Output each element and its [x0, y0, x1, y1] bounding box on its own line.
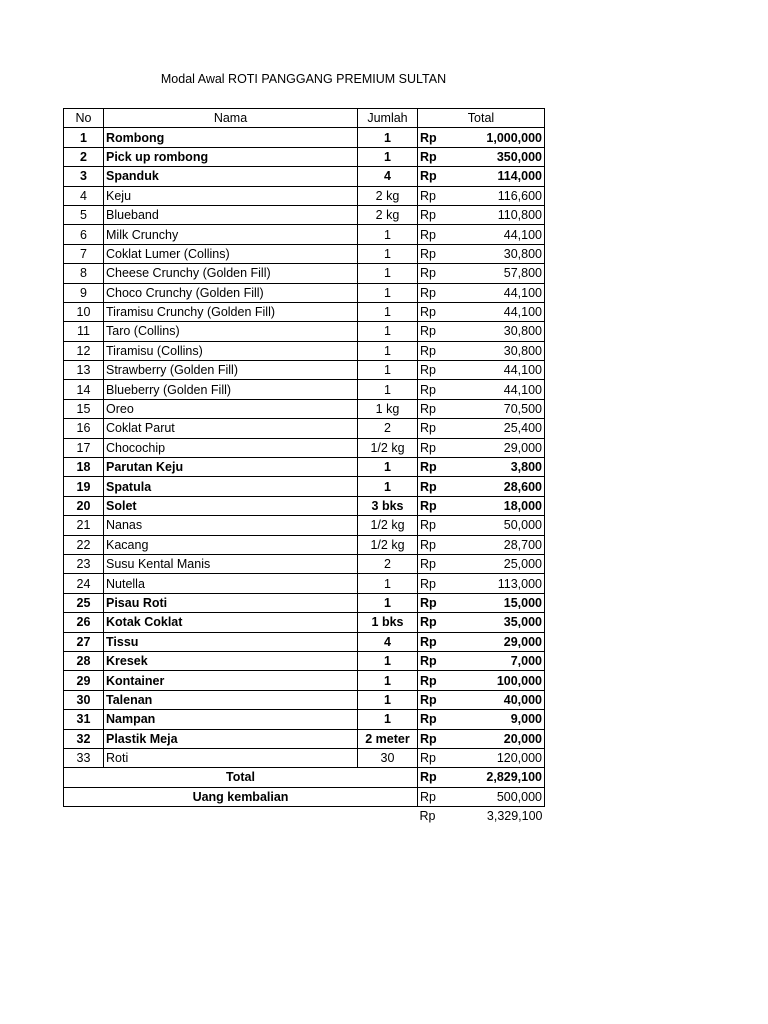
item-quantity: 1 — [358, 128, 418, 147]
item-quantity: 1 — [358, 264, 418, 283]
table-row — [64, 380, 545, 399]
table-row — [64, 264, 545, 283]
item-total: 1,000,000 — [458, 128, 545, 147]
item-currency: Rp — [418, 651, 458, 670]
item-quantity: 1 — [358, 651, 418, 670]
row-number: 13 — [64, 361, 104, 380]
table-row — [64, 186, 545, 205]
item-total: 29,000 — [458, 438, 545, 457]
item-total: 35,000 — [458, 613, 545, 632]
grand-total-value: 3,329,100 — [486, 809, 543, 824]
item-name: Susu Kental Manis — [104, 554, 358, 573]
item-currency: Rp — [418, 225, 458, 244]
item-total: 28,700 — [458, 535, 545, 554]
table-row — [64, 244, 545, 263]
item-quantity: 1 — [358, 593, 418, 612]
item-currency: Rp — [418, 458, 458, 477]
item-name: Nampan — [104, 710, 358, 729]
table-row — [64, 361, 545, 380]
table-row — [64, 458, 545, 477]
kembalian-label: Uang kembalian — [64, 787, 418, 806]
item-name: Coklat Parut — [104, 419, 358, 438]
item-quantity: 2 — [358, 554, 418, 573]
item-total: 28,600 — [458, 477, 545, 496]
item-name: Keju — [104, 186, 358, 205]
table-row — [64, 205, 545, 224]
item-total: 9,000 — [458, 710, 545, 729]
table-row — [64, 535, 545, 554]
item-name: Tiramisu Crunchy (Golden Fill) — [104, 302, 358, 321]
row-number: 30 — [64, 690, 104, 709]
item-currency: Rp — [418, 671, 458, 690]
item-total: 30,800 — [458, 341, 545, 360]
item-name: Kotak Coklat — [104, 613, 358, 632]
table-row — [64, 147, 545, 166]
table-row — [64, 341, 545, 360]
item-currency: Rp — [418, 341, 458, 360]
item-quantity: 2 kg — [358, 205, 418, 224]
item-currency: Rp — [418, 128, 458, 147]
item-name: Choco Crunchy (Golden Fill) — [104, 283, 358, 302]
sheet-title: Modal Awal ROTI PANGGANG PREMIUM SULTAN — [160, 72, 447, 86]
item-total: 25,400 — [458, 419, 545, 438]
row-number: 27 — [64, 632, 104, 651]
item-name: Cheese Crunchy (Golden Fill) — [104, 264, 358, 283]
table-row — [64, 748, 545, 767]
item-quantity: 2 — [358, 419, 418, 438]
item-name: Plastik Meja — [104, 729, 358, 748]
item-name: Nanas — [104, 516, 358, 535]
item-total: 44,100 — [458, 302, 545, 321]
item-name: Kontainer — [104, 671, 358, 690]
row-number: 4 — [64, 186, 104, 205]
item-total: 29,000 — [458, 632, 545, 651]
item-quantity: 1 — [358, 477, 418, 496]
item-name: Parutan Keju — [104, 458, 358, 477]
item-quantity: 1 — [358, 574, 418, 593]
table-row — [64, 554, 545, 573]
table-row — [64, 613, 545, 632]
row-number: 12 — [64, 341, 104, 360]
row-number: 1 — [64, 128, 104, 147]
row-number: 5 — [64, 205, 104, 224]
row-number: 8 — [64, 264, 104, 283]
item-name: Blueband — [104, 205, 358, 224]
item-quantity: 1 kg — [358, 399, 418, 418]
item-quantity: 1 — [358, 458, 418, 477]
item-name: Milk Crunchy — [104, 225, 358, 244]
table-row — [64, 651, 545, 670]
grand-total-spacer — [64, 807, 418, 826]
item-name: Chocochip — [104, 438, 358, 457]
item-total: 44,100 — [458, 380, 545, 399]
item-currency: Rp — [418, 438, 458, 457]
item-quantity: 1 — [358, 225, 418, 244]
grand-total-currency: Rp — [419, 809, 436, 824]
header-row — [64, 109, 545, 128]
total-value: 2,829,100 — [458, 768, 545, 787]
item-currency: Rp — [418, 419, 458, 438]
item-quantity: 1 — [358, 283, 418, 302]
item-name: Pick up rombong — [104, 147, 358, 166]
table-row — [64, 167, 545, 186]
total-row — [64, 768, 545, 787]
table-row — [64, 225, 545, 244]
item-currency: Rp — [418, 380, 458, 399]
item-total: 44,100 — [458, 283, 545, 302]
item-total: 113,000 — [458, 574, 545, 593]
table-row — [64, 729, 545, 748]
row-number: 24 — [64, 574, 104, 593]
item-currency: Rp — [418, 147, 458, 166]
item-currency: Rp — [418, 205, 458, 224]
row-number: 9 — [64, 283, 104, 302]
item-name: Kacang — [104, 535, 358, 554]
item-total: 20,000 — [458, 729, 545, 748]
header-jumlah: Jumlah — [358, 109, 418, 128]
header-no: No — [64, 109, 104, 128]
total-label: Total — [64, 768, 418, 787]
item-name: Kresek — [104, 651, 358, 670]
item-total: 15,000 — [458, 593, 545, 612]
row-number: 7 — [64, 244, 104, 263]
item-currency: Rp — [418, 477, 458, 496]
item-currency: Rp — [418, 167, 458, 186]
item-quantity: 2 kg — [358, 186, 418, 205]
row-number: 28 — [64, 651, 104, 670]
table-row — [64, 710, 545, 729]
item-quantity: 1 — [358, 244, 418, 263]
item-name: Pisau Roti — [104, 593, 358, 612]
item-total: 30,800 — [458, 322, 545, 341]
table-row — [64, 322, 545, 341]
item-total: 70,500 — [458, 399, 545, 418]
item-currency: Rp — [418, 729, 458, 748]
item-name: Rombong — [104, 128, 358, 147]
item-total: 110,800 — [458, 205, 545, 224]
item-total: 30,800 — [458, 244, 545, 263]
item-currency: Rp — [418, 710, 458, 729]
item-total: 7,000 — [458, 651, 545, 670]
item-quantity: 3 bks — [358, 496, 418, 515]
row-number: 10 — [64, 302, 104, 321]
item-currency: Rp — [418, 302, 458, 321]
row-number: 29 — [64, 671, 104, 690]
row-number: 32 — [64, 729, 104, 748]
item-currency: Rp — [418, 244, 458, 263]
item-quantity: 1 — [358, 322, 418, 341]
row-number: 26 — [64, 613, 104, 632]
item-name: Tissu — [104, 632, 358, 651]
row-number: 2 — [64, 147, 104, 166]
item-quantity: 1 — [358, 710, 418, 729]
item-total: 3,800 — [458, 458, 545, 477]
row-number: 11 — [64, 322, 104, 341]
item-quantity: 1 bks — [358, 613, 418, 632]
table-row — [64, 283, 545, 302]
item-currency: Rp — [418, 613, 458, 632]
row-number: 17 — [64, 438, 104, 457]
header-nama: Nama — [104, 109, 358, 128]
summary-section — [64, 768, 545, 826]
item-total: 116,600 — [458, 186, 545, 205]
item-total: 57,800 — [458, 264, 545, 283]
item-total: 50,000 — [458, 516, 545, 535]
table-row — [64, 128, 545, 147]
row-number: 31 — [64, 710, 104, 729]
row-number: 33 — [64, 748, 104, 767]
item-currency: Rp — [418, 496, 458, 515]
item-name: Strawberry (Golden Fill) — [104, 361, 358, 380]
item-currency: Rp — [418, 516, 458, 535]
row-number: 20 — [64, 496, 104, 515]
row-number: 18 — [64, 458, 104, 477]
table-row — [64, 438, 545, 457]
item-quantity: 4 — [358, 167, 418, 186]
table-row — [64, 477, 545, 496]
item-quantity: 30 — [358, 748, 418, 767]
table-row — [64, 399, 545, 418]
item-name: Talenan — [104, 690, 358, 709]
item-currency: Rp — [418, 322, 458, 341]
item-quantity: 1 — [358, 341, 418, 360]
table-row — [64, 496, 545, 515]
row-number: 16 — [64, 419, 104, 438]
item-total: 18,000 — [458, 496, 545, 515]
table-row — [64, 632, 545, 651]
item-quantity: 1/2 kg — [358, 516, 418, 535]
item-currency: Rp — [418, 535, 458, 554]
item-total: 100,000 — [458, 671, 545, 690]
table-row — [64, 690, 545, 709]
item-currency: Rp — [418, 399, 458, 418]
item-total: 25,000 — [458, 554, 545, 573]
item-quantity: 4 — [358, 632, 418, 651]
item-name: Oreo — [104, 399, 358, 418]
kembalian-row — [64, 787, 545, 806]
item-name: Coklat Lumer (Collins) — [104, 244, 358, 263]
kembalian-value: 500,000 — [458, 787, 545, 806]
item-currency: Rp — [418, 186, 458, 205]
table-row — [64, 302, 545, 321]
row-number: 3 — [64, 167, 104, 186]
item-name: Blueberry (Golden Fill) — [104, 380, 358, 399]
item-currency: Rp — [418, 593, 458, 612]
item-currency: Rp — [418, 283, 458, 302]
row-number: 6 — [64, 225, 104, 244]
item-total: 40,000 — [458, 690, 545, 709]
item-quantity: 1 — [358, 147, 418, 166]
item-quantity: 1 — [358, 361, 418, 380]
table-row — [64, 574, 545, 593]
row-number: 14 — [64, 380, 104, 399]
item-quantity: 1 — [358, 671, 418, 690]
kembalian-currency: Rp — [418, 787, 458, 806]
item-total: 44,100 — [458, 361, 545, 380]
item-quantity: 1 — [358, 302, 418, 321]
table-row — [64, 516, 545, 535]
item-currency: Rp — [418, 574, 458, 593]
total-currency: Rp — [418, 768, 458, 787]
item-name: Taro (Collins) — [104, 322, 358, 341]
item-name: Solet — [104, 496, 358, 515]
grand-total-row — [64, 807, 545, 826]
item-quantity: 2 meter — [358, 729, 418, 748]
header-total: Total — [418, 109, 545, 128]
row-number: 21 — [64, 516, 104, 535]
row-number: 19 — [64, 477, 104, 496]
table-body — [64, 109, 545, 768]
item-name: Tiramisu (Collins) — [104, 341, 358, 360]
item-total: 44,100 — [458, 225, 545, 244]
item-currency: Rp — [418, 748, 458, 767]
row-number: 23 — [64, 554, 104, 573]
item-quantity: 1 — [358, 380, 418, 399]
table-row — [64, 671, 545, 690]
expense-table — [63, 108, 545, 825]
item-total: 350,000 — [458, 147, 545, 166]
row-number: 25 — [64, 593, 104, 612]
item-currency: Rp — [418, 632, 458, 651]
item-quantity: 1/2 kg — [358, 535, 418, 554]
table-row — [64, 419, 545, 438]
item-currency: Rp — [418, 554, 458, 573]
item-quantity: 1/2 kg — [358, 438, 418, 457]
item-name: Spatula — [104, 477, 358, 496]
item-quantity: 1 — [358, 690, 418, 709]
row-number: 22 — [64, 535, 104, 554]
item-total: 114,000 — [458, 167, 545, 186]
item-name: Nutella — [104, 574, 358, 593]
row-number: 15 — [64, 399, 104, 418]
item-currency: Rp — [418, 361, 458, 380]
item-name: Spanduk — [104, 167, 358, 186]
item-currency: Rp — [418, 690, 458, 709]
item-name: Roti — [104, 748, 358, 767]
item-currency: Rp — [418, 264, 458, 283]
item-total: 120,000 — [458, 748, 545, 767]
table-row — [64, 593, 545, 612]
